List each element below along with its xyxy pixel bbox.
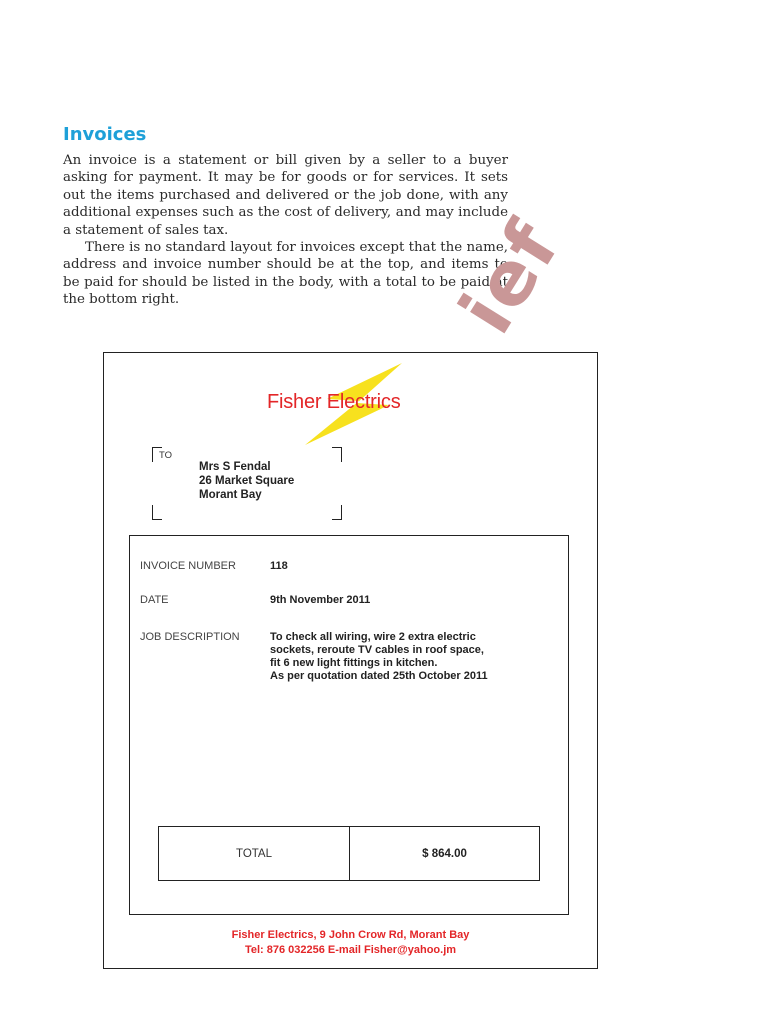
job-description-line: To check all wiring, wire 2 extra electric (270, 631, 476, 643)
total-value: $ 864.00 (422, 847, 467, 860)
address-corner-bottom-right (332, 505, 342, 520)
address-corner-top-right (332, 447, 342, 462)
invoice-number-label: INVOICE NUMBER (140, 560, 236, 572)
section-heading: Invoices (63, 124, 147, 145)
date-label: DATE (140, 594, 169, 606)
footer-contact: Tel: 876 032256 E-mail Fisher@yahoo.jm (244, 944, 457, 956)
footer-address: Fisher Electrics, 9 John Crow Rd, Morant Bay (231, 929, 470, 941)
recipient-address (199, 460, 294, 502)
recipient-street: 26 Market Square (199, 475, 295, 487)
invoice-document (103, 352, 598, 969)
total-box (158, 826, 540, 881)
watermark (443, 206, 650, 349)
job-description-line: fit 6 new light fittings in kitchen. (270, 657, 438, 669)
invoice-footer (104, 928, 597, 958)
invoice-details-box (129, 535, 569, 915)
recipient-name: Mrs S Fendal (199, 461, 271, 473)
address-corner-bottom-left (152, 505, 162, 520)
job-description-line: sockets, reroute TV cables in roof space, (270, 644, 484, 656)
recipient-town: Morant Bay (199, 489, 262, 501)
intro-text (63, 152, 508, 309)
intro-paragraph-2: There is no standard layout for invoices except that the name, address and invoice number should be at the top, and items to be paid for should be listed in the body, with a total to be paid at the bottom right. (63, 240, 508, 308)
watermark-text: ief (443, 206, 577, 349)
invoice-number-value: 118 (270, 560, 288, 572)
to-label: TO (159, 450, 173, 461)
intro-paragraph-1: An invoice is a statement or bill given by a seller to a buyer asking for payment. It may be for goods or for services. It sets out the items purchased and delivered or the job done, with any additional expenses such as the cost of delivery, and may include a statement of sales tax. (63, 153, 508, 238)
company-name: Fisher Electrics (267, 391, 401, 413)
job-description-line: As per quotation dated 25th October 2011 (270, 670, 488, 682)
date-value: 9th November 2011 (270, 594, 371, 606)
total-label: TOTAL (159, 827, 350, 880)
job-description-label: JOB DESCRIPTION (140, 631, 240, 643)
job-description-value (270, 631, 488, 683)
